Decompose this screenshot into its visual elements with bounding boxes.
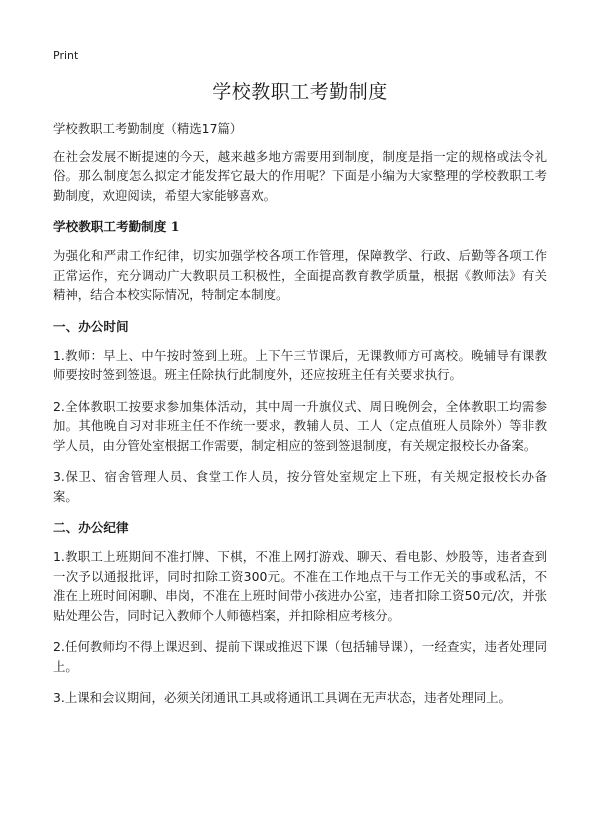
- intro-paragraph: 在社会发展不断提速的今天，越来越多地方需要用到制度，制度是指一定的规格或法令礼俗。那么制度怎么拟定才能发挥它最大的作用呢？下面是小编为大家整理的学校教职工考勤制度，欢迎阅读，希望大家能够喜欢。: [53, 148, 547, 203]
- discipline-item-1: 1.教职工上班期间不准打牌、下棋，不准上网打游戏、聊天、看电影、炒股等，违者查到一次予以通报批评，同时扣除工资300元。不准在工作地点干与工作无关的事或私活，不准在上班时间闲聊、串岗，不准在上班时间带小孩进办公室，违者扣除工资50元/次，并张贴处理公告，同时记入教师个人师德档案，并扣除相应考核分。: [53, 549, 547, 623]
- discipline-heading: 二、办公纪律: [53, 520, 129, 535]
- print-link[interactable]: Print: [53, 49, 79, 62]
- office-hours-item-2: 2.全体教职工按要求参加集体活动，其中周一升旗仪式、周日晚例会，全体教职工均需参加。其他晚自习对非班主任不作统一要求，教辅人员、工人（定点值班人员除外）等非教学人员，由分管处室根据工作需要，制定相应的签到签退制度，有关规定报校长办备案。: [53, 398, 547, 453]
- office-hours-item-3: 3.保卫、宿舍管理人员、食堂工作人员，按分管处室规定上下班，有关规定报校长办备案。: [53, 469, 547, 504]
- discipline-item-3: 3.上课和会议期间，必须关闭通讯工具或将通讯工具调在无声状态，违者处理同上。: [53, 690, 511, 705]
- discipline-item-2: 2.任何教师均不得上课迟到、提前下课或推迟下课（包括辅导课），一经查实，违者处理同上。: [53, 639, 547, 674]
- document-subtitle: 学校教职工考勤制度（精选17篇）: [53, 121, 243, 136]
- office-hours-item-1: 1.教师：早上、中午按时签到上班。上下午三节课后，无课教师方可离校。晚辅导有课教师要按时签到签退。班主任除执行此制度外，还应按班主任有关要求执行。: [53, 347, 547, 382]
- section1-intro-paragraph: 为强化和严肃工作纪律，切实加强学校各项工作管理，保障教学、行政、后勤等各项工作正常运作，充分调动广大教职员工积极性，全面提高教育教学质量，根据《教师法》有关精神，结合本校实际情况，特制定本制度。: [53, 248, 547, 302]
- section-heading-1: 学校教职工考勤制度 1: [53, 219, 180, 234]
- page-title: 学校教职工考勤制度: [212, 81, 388, 103]
- office-hours-heading: 一、办公时间: [53, 318, 129, 334]
